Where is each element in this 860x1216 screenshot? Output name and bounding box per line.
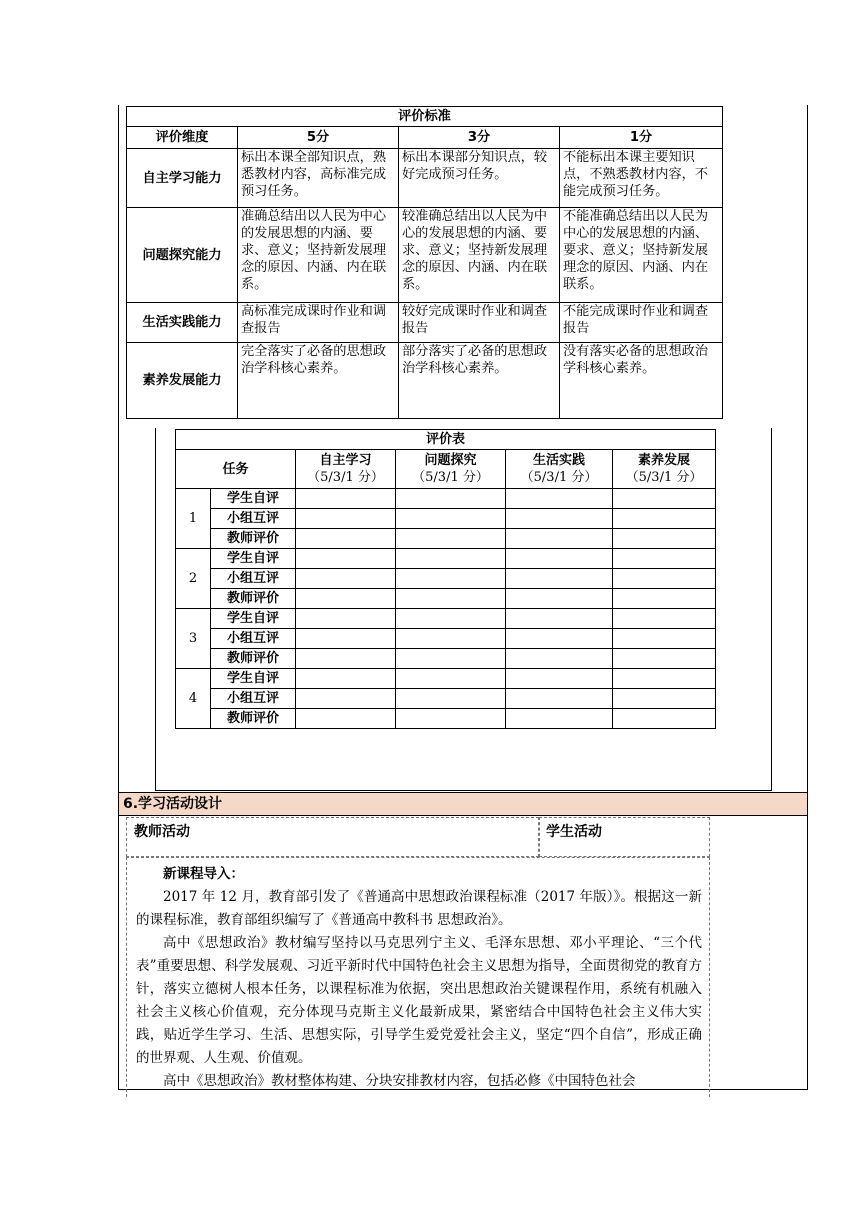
rater-label: 小组互评 — [211, 509, 296, 529]
column-score: （5/3/1 分） — [520, 470, 598, 485]
outer-frame-left — [118, 105, 119, 1090]
intro-title: 新课程导入： — [163, 866, 244, 882]
table-row — [127, 343, 723, 419]
score-cell[interactable] — [296, 709, 396, 729]
criteria-cell: 高标准完成课时作业和调查报告 — [238, 303, 399, 343]
table-row — [176, 509, 716, 529]
table-row — [176, 629, 716, 649]
criteria-header-1: 1分 — [560, 127, 723, 149]
score-cell[interactable] — [296, 689, 396, 709]
table-row — [176, 709, 716, 729]
score-cell[interactable] — [506, 669, 613, 689]
criteria-dimension: 生活实践能力 — [127, 303, 238, 343]
score-cell[interactable] — [296, 509, 396, 529]
score-cell[interactable] — [613, 569, 716, 589]
score-cell[interactable] — [613, 529, 716, 549]
score-cell[interactable] — [296, 549, 396, 569]
score-cell[interactable] — [506, 589, 613, 609]
criteria-cell: 部分落实了必备的思想政治学科核心素养。 — [399, 343, 560, 419]
score-cell[interactable] — [506, 689, 613, 709]
rater-label: 教师评价 — [211, 709, 296, 729]
table-row — [127, 149, 723, 208]
rater-label: 学生自评 — [211, 669, 296, 689]
rater-label: 教师评价 — [211, 589, 296, 609]
evaluation-table — [175, 429, 716, 729]
criteria-table — [126, 106, 723, 419]
table-row — [176, 649, 716, 669]
score-cell[interactable] — [396, 489, 506, 509]
rater-label: 学生自评 — [211, 489, 296, 509]
rater-label: 小组互评 — [211, 629, 296, 649]
score-cell[interactable] — [396, 649, 506, 669]
criteria-cell: 没有落实必备的思想政治学科核心素养。 — [560, 343, 723, 419]
score-cell[interactable] — [296, 569, 396, 589]
score-cell[interactable] — [506, 549, 613, 569]
score-cell[interactable] — [296, 609, 396, 629]
task-number: 3 — [176, 609, 211, 669]
table-row — [127, 208, 723, 303]
criteria-title: 评价标准 — [127, 107, 723, 127]
task-number: 4 — [176, 669, 211, 729]
evaluation-title: 评价表 — [176, 430, 716, 450]
teacher-activity-content — [136, 863, 702, 1093]
score-cell[interactable] — [506, 649, 613, 669]
rater-label: 教师评价 — [211, 529, 296, 549]
column-name: 自主学习 — [319, 453, 372, 468]
score-cell[interactable] — [296, 529, 396, 549]
column-name: 素养发展 — [638, 453, 691, 468]
score-cell[interactable] — [296, 489, 396, 509]
evaluation-col-header — [506, 450, 613, 489]
score-cell[interactable] — [396, 709, 506, 729]
paragraph: 高中《思想政治》教材编写坚持以马克思列宁主义、毛泽东思想、邓小平理论、“三个代表”重要思想、科学发展观、习近平新时代中国特色社会主义思想为指导，全面贯彻党的教育方针，落实立德树人根本任务，以课程标准为依据，突出思想政治关键课程作用，系统有机融入社会主义核心价值观，充分体现马克斯主义化最新成果，紧密结合中国特色社会主义伟大实践，贴近学生学习、生活、思想实际，引导学生爱党爱社会主义，坚定“四个自信”，形成正确的世界观、人生观、价值观。 — [136, 935, 702, 1066]
criteria-cell: 标出本课部分知识点，较好完成预习任务。 — [399, 149, 560, 208]
score-cell[interactable] — [613, 689, 716, 709]
task-number: 1 — [176, 489, 211, 549]
rater-label: 小组互评 — [211, 569, 296, 589]
score-cell[interactable] — [613, 669, 716, 689]
criteria-dimension: 素养发展能力 — [127, 343, 238, 419]
table-row — [176, 589, 716, 609]
evaluation-col-header — [613, 450, 716, 489]
score-cell[interactable] — [396, 629, 506, 649]
table-row — [176, 669, 716, 689]
score-cell[interactable] — [396, 609, 506, 629]
criteria-header-5: 5分 — [238, 127, 399, 149]
rater-label: 小组互评 — [211, 689, 296, 709]
criteria-dimension: 问题探究能力 — [127, 208, 238, 303]
rater-label: 学生自评 — [211, 609, 296, 629]
column-name: 问题探究 — [424, 453, 477, 468]
score-cell[interactable] — [506, 709, 613, 729]
criteria-cell: 较准确总结出以人民为中心的发展思想的内涵、要求、意义；坚持新发展理念的原因、内涵、内在联系。 — [399, 208, 560, 303]
table-row — [176, 609, 716, 629]
score-cell[interactable] — [613, 629, 716, 649]
criteria-header-3: 3分 — [399, 127, 560, 149]
table-row — [176, 489, 716, 509]
task-number: 2 — [176, 549, 211, 609]
criteria-cell: 较好完成课时作业和调查报告 — [399, 303, 560, 343]
score-cell[interactable] — [396, 569, 506, 589]
score-cell[interactable] — [396, 669, 506, 689]
score-cell[interactable] — [613, 509, 716, 529]
evaluation-col-header — [296, 450, 396, 489]
criteria-cell: 不能完成课时作业和调查报告 — [560, 303, 723, 343]
score-cell[interactable] — [613, 549, 716, 569]
score-cell[interactable] — [506, 529, 613, 549]
rater-label: 学生自评 — [211, 549, 296, 569]
criteria-dimension: 自主学习能力 — [127, 149, 238, 208]
rater-label: 教师评价 — [211, 649, 296, 669]
criteria-cell: 不能标出本课主要知识点，不熟悉教材内容，不能完成预习任务。 — [560, 149, 723, 208]
score-cell[interactable] — [296, 589, 396, 609]
criteria-cell: 不能准确总结出以人民为中心的发展思想的内涵、要求、意义；坚持新发展理念的原因、内涵、内在联系。 — [560, 208, 723, 303]
table-row — [176, 569, 716, 589]
score-cell[interactable] — [506, 609, 613, 629]
score-cell[interactable] — [506, 489, 613, 509]
score-cell[interactable] — [613, 709, 716, 729]
score-cell[interactable] — [506, 569, 613, 589]
score-cell[interactable] — [613, 589, 716, 609]
teacher-activity-label: 教师活动 — [134, 824, 190, 840]
table-row — [176, 689, 716, 709]
evaluation-col-header — [396, 450, 506, 489]
criteria-cell: 标出本课全部知识点，熟悉教材内容，高标准完成预习任务。 — [238, 149, 399, 208]
column-name: 生活实践 — [532, 453, 585, 468]
column-score: （5/3/1 分） — [307, 470, 384, 485]
score-cell[interactable] — [296, 649, 396, 669]
paragraph: 高中《思想政治》教材整体构建、分块安排教材内容，包括必修《中国特色社会 — [163, 1073, 636, 1089]
outer-frame-right — [807, 105, 808, 1090]
column-score: （5/3/1 分） — [625, 470, 703, 485]
paragraph: 2017 年 12 月，教育部引发了《普通高中思想政治课程标准（2017 年版）》。根据这一新的课程标准，教育部组织编写了《普通高中教科书 思想政治》。 — [136, 889, 702, 928]
score-cell[interactable] — [613, 609, 716, 629]
student-activity-label: 学生活动 — [546, 824, 602, 840]
score-cell[interactable] — [396, 509, 506, 529]
score-cell[interactable] — [613, 489, 716, 509]
section-title: 6.学习活动设计 — [118, 792, 808, 816]
score-cell[interactable] — [613, 649, 716, 669]
criteria-cell: 完全落实了必备的思想政治学科核心素养。 — [238, 343, 399, 419]
score-cell[interactable] — [396, 549, 506, 569]
evaluation-task-header: 任务 — [176, 450, 296, 489]
table-row — [176, 549, 716, 569]
score-cell[interactable] — [506, 629, 613, 649]
criteria-header-dimension: 评价维度 — [127, 127, 238, 149]
score-cell[interactable] — [396, 529, 506, 549]
score-cell[interactable] — [296, 669, 396, 689]
column-score: （5/3/1 分） — [412, 470, 489, 485]
table-row — [127, 303, 723, 343]
score-cell[interactable] — [506, 509, 613, 529]
score-cell[interactable] — [396, 689, 506, 709]
criteria-cell: 准确总结出以人民为中心的发展思想的内涵、要求、意义；坚持新发展理念的原因、内涵、内在联系。 — [238, 208, 399, 303]
table-row — [176, 529, 716, 549]
score-cell[interactable] — [296, 629, 396, 649]
score-cell[interactable] — [396, 589, 506, 609]
